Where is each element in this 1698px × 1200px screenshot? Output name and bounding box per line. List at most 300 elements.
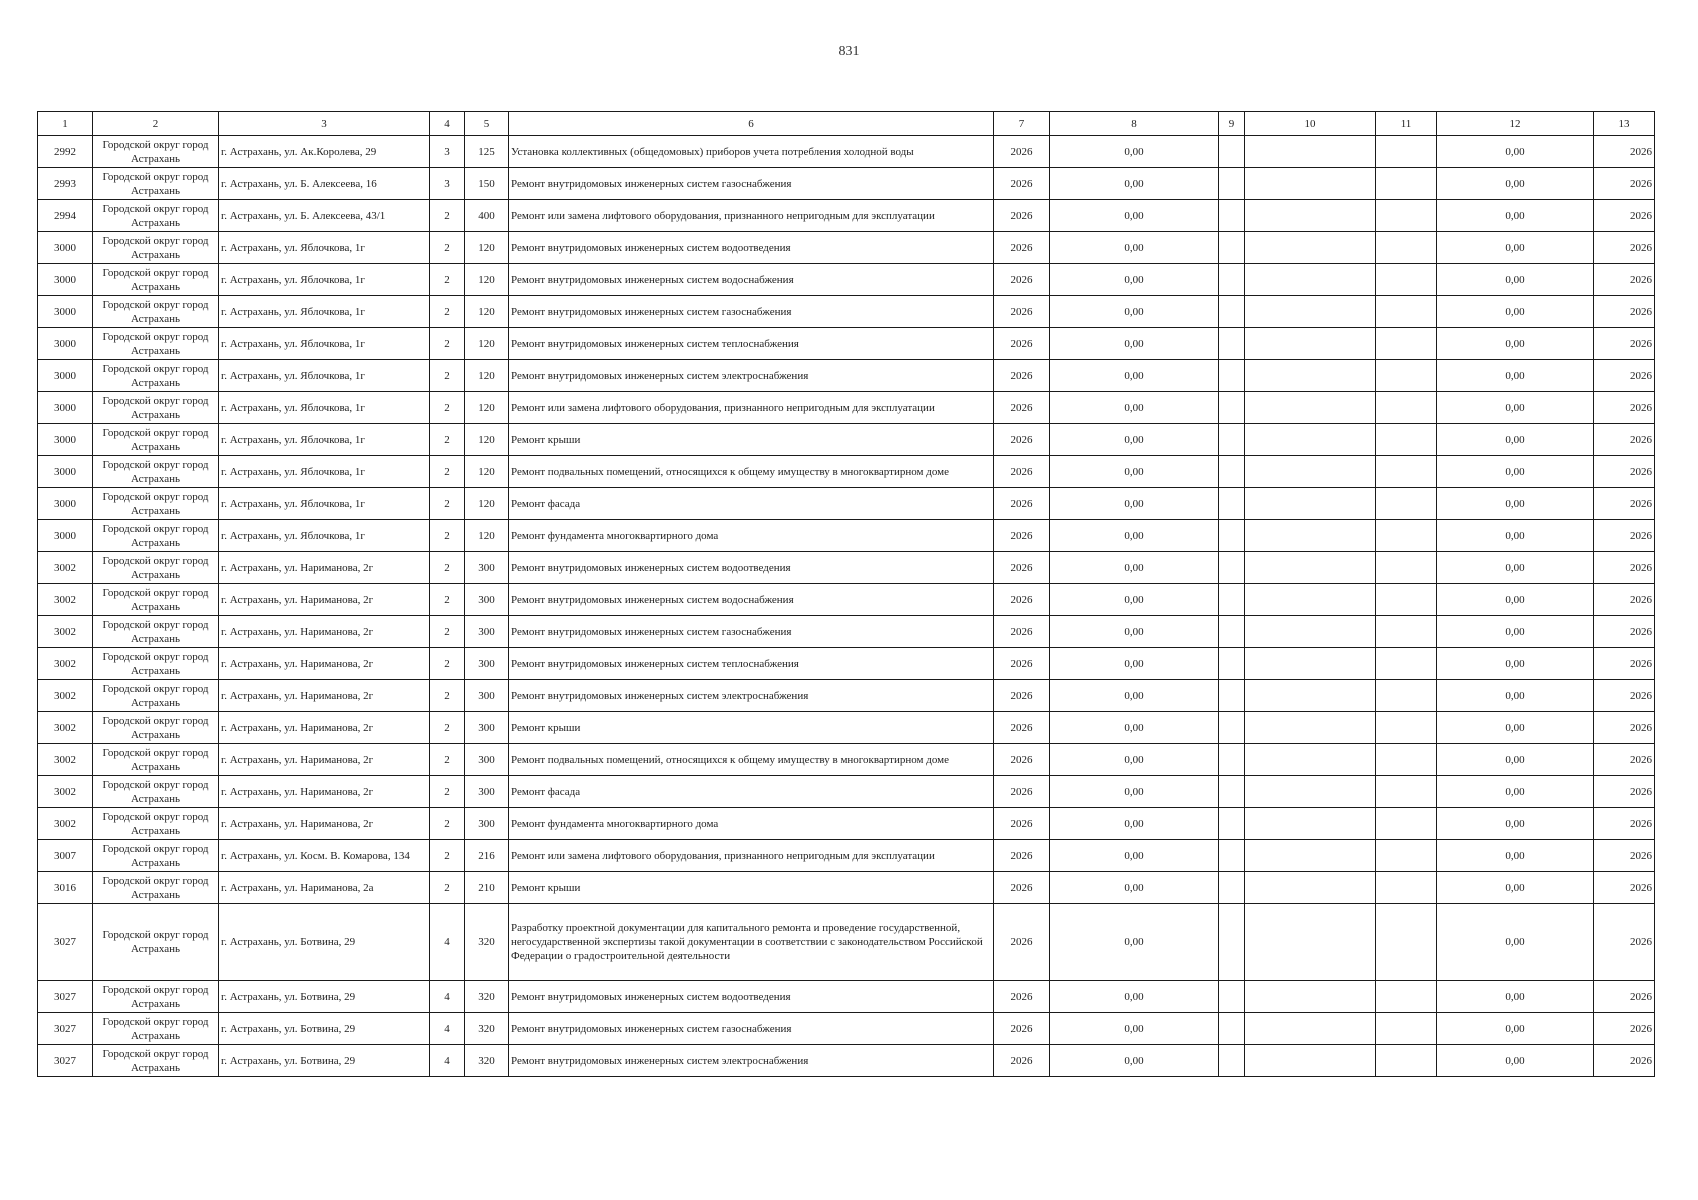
col10-cell: [1245, 424, 1376, 456]
work-type-cell: Ремонт внутридомовых инженерных систем водоотведения: [509, 552, 994, 584]
col11-cell: [1376, 520, 1437, 552]
col13-cell: 2026: [1594, 1045, 1655, 1077]
col11-cell: [1376, 1045, 1437, 1077]
cost-cell: 0,00: [1050, 808, 1219, 840]
municipality-cell: Городской округ город Астрахань: [93, 744, 219, 776]
col10-cell: [1245, 328, 1376, 360]
floors-cell: 2: [430, 520, 465, 552]
col9-cell: [1219, 520, 1245, 552]
col13-cell: 2026: [1594, 840, 1655, 872]
work-type-cell: Ремонт внутридомовых инженерных систем электроснабжения: [509, 680, 994, 712]
address-cell: г. Астрахань, ул. Нариманова, 2г: [219, 616, 430, 648]
municipality-cell: Городской округ город Астрахань: [93, 520, 219, 552]
year-cell: 2026: [994, 392, 1050, 424]
year-cell: 2026: [994, 616, 1050, 648]
row-number-cell: 3002: [38, 648, 93, 680]
area-cell: 300: [465, 776, 509, 808]
col9-cell: [1219, 328, 1245, 360]
municipality-cell: Городской округ город Астрахань: [93, 904, 219, 981]
col12-cell: 0,00: [1437, 744, 1594, 776]
row-number-cell: 3000: [38, 296, 93, 328]
work-type-cell: Ремонт фасада: [509, 776, 994, 808]
floors-cell: 2: [430, 552, 465, 584]
col13-cell: 2026: [1594, 264, 1655, 296]
col9-cell: [1219, 680, 1245, 712]
table-row: [38, 456, 1655, 488]
work-type-cell: Ремонт или замена лифтового оборудования, признанного непригодным для эксплуатации: [509, 200, 994, 232]
table-row: [38, 168, 1655, 200]
col9-cell: [1219, 648, 1245, 680]
col9-cell: [1219, 168, 1245, 200]
col13-cell: 2026: [1594, 488, 1655, 520]
year-cell: 2026: [994, 328, 1050, 360]
address-cell: г. Астрахань, ул. Яблочкова, 1г: [219, 520, 430, 552]
col12-cell: 0,00: [1437, 136, 1594, 168]
table-row: [38, 648, 1655, 680]
floors-cell: 2: [430, 392, 465, 424]
year-cell: 2026: [994, 981, 1050, 1013]
area-cell: 150: [465, 168, 509, 200]
year-cell: 2026: [994, 872, 1050, 904]
table-row: [38, 392, 1655, 424]
cost-cell: 0,00: [1050, 904, 1219, 981]
col12-cell: 0,00: [1437, 584, 1594, 616]
municipality-cell: Городской округ город Астрахань: [93, 456, 219, 488]
col9-cell: [1219, 744, 1245, 776]
floors-cell: 2: [430, 200, 465, 232]
floors-cell: 3: [430, 168, 465, 200]
municipality-cell: Городской округ город Астрахань: [93, 616, 219, 648]
col10-cell: [1245, 456, 1376, 488]
year-cell: 2026: [994, 296, 1050, 328]
municipality-cell: Городской округ город Астрахань: [93, 136, 219, 168]
cost-cell: 0,00: [1050, 392, 1219, 424]
area-cell: 120: [465, 488, 509, 520]
col12-cell: 0,00: [1437, 232, 1594, 264]
col9-cell: [1219, 296, 1245, 328]
col13-cell: 2026: [1594, 232, 1655, 264]
col12-cell: 0,00: [1437, 1013, 1594, 1045]
column-header: 3: [219, 112, 430, 136]
municipality-cell: Городской округ город Астрахань: [93, 264, 219, 296]
row-number-cell: 3000: [38, 488, 93, 520]
works-table: [37, 111, 1655, 1077]
year-cell: 2026: [994, 552, 1050, 584]
col12-cell: 0,00: [1437, 360, 1594, 392]
floors-cell: 2: [430, 488, 465, 520]
address-cell: г. Астрахань, ул. Нариманова, 2г: [219, 680, 430, 712]
municipality-cell: Городской округ город Астрахань: [93, 872, 219, 904]
col11-cell: [1376, 648, 1437, 680]
col10-cell: [1245, 712, 1376, 744]
table-row: [38, 264, 1655, 296]
table-row: [38, 136, 1655, 168]
table-row: [38, 680, 1655, 712]
col12-cell: 0,00: [1437, 776, 1594, 808]
floors-cell: 2: [430, 808, 465, 840]
col12-cell: 0,00: [1437, 808, 1594, 840]
work-type-cell: Ремонт или замена лифтового оборудования, признанного непригодным для эксплуатации: [509, 840, 994, 872]
column-header: 12: [1437, 112, 1594, 136]
col9-cell: [1219, 1045, 1245, 1077]
area-cell: 120: [465, 520, 509, 552]
cost-cell: 0,00: [1050, 872, 1219, 904]
col11-cell: [1376, 136, 1437, 168]
municipality-cell: Городской округ город Астрахань: [93, 168, 219, 200]
year-cell: 2026: [994, 648, 1050, 680]
municipality-cell: Городской округ город Астрахань: [93, 808, 219, 840]
col11-cell: [1376, 840, 1437, 872]
address-cell: г. Астрахань, ул. Ботвина, 29: [219, 981, 430, 1013]
table-row: [38, 552, 1655, 584]
municipality-cell: Городской округ город Астрахань: [93, 552, 219, 584]
cost-cell: 0,00: [1050, 584, 1219, 616]
municipality-cell: Городской округ город Астрахань: [93, 392, 219, 424]
col11-cell: [1376, 264, 1437, 296]
col10-cell: [1245, 296, 1376, 328]
area-cell: 300: [465, 680, 509, 712]
floors-cell: 2: [430, 744, 465, 776]
page-number: 831: [838, 44, 860, 59]
address-cell: г. Астрахань, ул. Яблочкова, 1г: [219, 392, 430, 424]
table-row: [38, 296, 1655, 328]
col10-cell: [1245, 520, 1376, 552]
floors-cell: 2: [430, 424, 465, 456]
table-row: [38, 981, 1655, 1013]
col10-cell: [1245, 744, 1376, 776]
year-cell: 2026: [994, 1013, 1050, 1045]
col10-cell: [1245, 264, 1376, 296]
row-number-cell: 3016: [38, 872, 93, 904]
col11-cell: [1376, 981, 1437, 1013]
address-cell: г. Астрахань, ул. Нариманова, 2а: [219, 872, 430, 904]
area-cell: 120: [465, 456, 509, 488]
work-type-cell: Установка коллективных (общедомовых) приборов учета потребления холодной воды: [509, 136, 994, 168]
year-cell: 2026: [994, 840, 1050, 872]
work-type-cell: Ремонт подвальных помещений, относящихся к общему имуществу в многоквартирном доме: [509, 744, 994, 776]
municipality-cell: Городской округ город Астрахань: [93, 296, 219, 328]
col13-cell: 2026: [1594, 456, 1655, 488]
col11-cell: [1376, 360, 1437, 392]
col13-cell: 2026: [1594, 808, 1655, 840]
year-cell: 2026: [994, 424, 1050, 456]
column-header: 8: [1050, 112, 1219, 136]
year-cell: 2026: [994, 808, 1050, 840]
year-cell: 2026: [994, 904, 1050, 981]
col9-cell: [1219, 456, 1245, 488]
col13-cell: 2026: [1594, 392, 1655, 424]
year-cell: 2026: [994, 712, 1050, 744]
municipality-cell: Городской округ город Астрахань: [93, 488, 219, 520]
address-cell: г. Астрахань, ул. Б. Алексеева, 43/1: [219, 200, 430, 232]
col12-cell: 0,00: [1437, 552, 1594, 584]
col12-cell: 0,00: [1437, 168, 1594, 200]
col13-cell: 2026: [1594, 584, 1655, 616]
col13-cell: 2026: [1594, 744, 1655, 776]
col9-cell: [1219, 264, 1245, 296]
address-cell: г. Астрахань, ул. Нариманова, 2г: [219, 712, 430, 744]
col13-cell: 2026: [1594, 296, 1655, 328]
col10-cell: [1245, 1013, 1376, 1045]
floors-cell: 2: [430, 232, 465, 264]
work-type-cell: Ремонт подвальных помещений, относящихся к общему имуществу в многоквартирном доме: [509, 456, 994, 488]
area-cell: 400: [465, 200, 509, 232]
floors-cell: 2: [430, 680, 465, 712]
col9-cell: [1219, 872, 1245, 904]
address-cell: г. Астрахань, ул. Яблочкова, 1г: [219, 328, 430, 360]
col13-cell: 2026: [1594, 648, 1655, 680]
col10-cell: [1245, 872, 1376, 904]
floors-cell: 4: [430, 1013, 465, 1045]
municipality-cell: Городской округ город Астрахань: [93, 981, 219, 1013]
address-cell: г. Астрахань, ул. Ботвина, 29: [219, 1013, 430, 1045]
area-cell: 300: [465, 712, 509, 744]
col12-cell: 0,00: [1437, 648, 1594, 680]
cost-cell: 0,00: [1050, 1013, 1219, 1045]
floors-cell: 2: [430, 872, 465, 904]
col12-cell: 0,00: [1437, 872, 1594, 904]
col12-cell: 0,00: [1437, 296, 1594, 328]
area-cell: 300: [465, 808, 509, 840]
col13-cell: 2026: [1594, 904, 1655, 981]
col12-cell: 0,00: [1437, 488, 1594, 520]
column-header: 10: [1245, 112, 1376, 136]
col10-cell: [1245, 168, 1376, 200]
col12-cell: 0,00: [1437, 328, 1594, 360]
col9-cell: [1219, 904, 1245, 981]
area-cell: 300: [465, 744, 509, 776]
col13-cell: 2026: [1594, 1013, 1655, 1045]
table-row: [38, 360, 1655, 392]
col13-cell: 2026: [1594, 424, 1655, 456]
col13-cell: 2026: [1594, 680, 1655, 712]
table-row: [38, 584, 1655, 616]
row-number-cell: 3002: [38, 776, 93, 808]
col11-cell: [1376, 488, 1437, 520]
col12-cell: 0,00: [1437, 981, 1594, 1013]
col11-cell: [1376, 424, 1437, 456]
row-number-cell: 3000: [38, 328, 93, 360]
cost-cell: 0,00: [1050, 680, 1219, 712]
cost-cell: 0,00: [1050, 264, 1219, 296]
col10-cell: [1245, 981, 1376, 1013]
floors-cell: 2: [430, 328, 465, 360]
table-row: [38, 520, 1655, 552]
col9-cell: [1219, 1013, 1245, 1045]
col10-cell: [1245, 776, 1376, 808]
work-type-cell: Разработку проектной документации для капитального ремонта и проведение государственной, негосударственной экспертизы такой документации в соответствии с законодательством Российской Федерации о градостроительной деятельности: [509, 904, 994, 981]
col9-cell: [1219, 488, 1245, 520]
address-cell: г. Астрахань, ул. Нариманова, 2г: [219, 584, 430, 616]
col10-cell: [1245, 232, 1376, 264]
municipality-cell: Городской округ город Астрахань: [93, 680, 219, 712]
row-number-cell: 3007: [38, 840, 93, 872]
year-cell: 2026: [994, 264, 1050, 296]
col12-cell: 0,00: [1437, 424, 1594, 456]
column-header: 4: [430, 112, 465, 136]
col13-cell: 2026: [1594, 328, 1655, 360]
row-number-cell: 3000: [38, 232, 93, 264]
area-cell: 320: [465, 981, 509, 1013]
row-number-cell: 3002: [38, 552, 93, 584]
col10-cell: [1245, 808, 1376, 840]
col11-cell: [1376, 680, 1437, 712]
table-row: [38, 616, 1655, 648]
address-cell: г. Астрахань, ул. Нариманова, 2г: [219, 552, 430, 584]
col9-cell: [1219, 552, 1245, 584]
column-header: 5: [465, 112, 509, 136]
col13-cell: 2026: [1594, 872, 1655, 904]
address-cell: г. Астрахань, ул. Яблочкова, 1г: [219, 264, 430, 296]
area-cell: 120: [465, 232, 509, 264]
col12-cell: 0,00: [1437, 616, 1594, 648]
area-cell: 120: [465, 296, 509, 328]
table-row: [38, 1045, 1655, 1077]
cost-cell: 0,00: [1050, 616, 1219, 648]
area-cell: 320: [465, 1013, 509, 1045]
col11-cell: [1376, 712, 1437, 744]
column-header: 13: [1594, 112, 1655, 136]
col9-cell: [1219, 136, 1245, 168]
work-type-cell: Ремонт внутридомовых инженерных систем газоснабжения: [509, 296, 994, 328]
col10-cell: [1245, 680, 1376, 712]
col9-cell: [1219, 776, 1245, 808]
address-cell: г. Астрахань, ул. Яблочкова, 1г: [219, 232, 430, 264]
area-cell: 120: [465, 424, 509, 456]
col10-cell: [1245, 488, 1376, 520]
area-cell: 300: [465, 616, 509, 648]
col9-cell: [1219, 981, 1245, 1013]
col13-cell: 2026: [1594, 136, 1655, 168]
col11-cell: [1376, 296, 1437, 328]
area-cell: 120: [465, 392, 509, 424]
year-cell: 2026: [994, 744, 1050, 776]
col13-cell: 2026: [1594, 981, 1655, 1013]
col13-cell: 2026: [1594, 616, 1655, 648]
municipality-cell: Городской округ город Астрахань: [93, 328, 219, 360]
address-cell: г. Астрахань, ул. Нариманова, 2г: [219, 648, 430, 680]
col10-cell: [1245, 392, 1376, 424]
municipality-cell: Городской округ город Астрахань: [93, 584, 219, 616]
year-cell: 2026: [994, 136, 1050, 168]
cost-cell: 0,00: [1050, 136, 1219, 168]
work-type-cell: Ремонт внутридомовых инженерных систем электроснабжения: [509, 360, 994, 392]
address-cell: г. Астрахань, ул. Нариманова, 2г: [219, 744, 430, 776]
work-type-cell: Ремонт внутридомовых инженерных систем водоотведения: [509, 232, 994, 264]
work-type-cell: Ремонт внутридомовых инженерных систем газоснабжения: [509, 1013, 994, 1045]
row-number-cell: 3002: [38, 712, 93, 744]
area-cell: 320: [465, 1045, 509, 1077]
table-row: [38, 488, 1655, 520]
work-type-cell: Ремонт внутридомовых инженерных систем газоснабжения: [509, 616, 994, 648]
header-row: [38, 112, 1655, 136]
col11-cell: [1376, 328, 1437, 360]
year-cell: 2026: [994, 232, 1050, 264]
col9-cell: [1219, 424, 1245, 456]
col9-cell: [1219, 808, 1245, 840]
col11-cell: [1376, 552, 1437, 584]
cost-cell: 0,00: [1050, 424, 1219, 456]
cost-cell: 0,00: [1050, 552, 1219, 584]
col9-cell: [1219, 392, 1245, 424]
col11-cell: [1376, 456, 1437, 488]
row-number-cell: 3000: [38, 360, 93, 392]
col12-cell: 0,00: [1437, 520, 1594, 552]
table-row: [38, 872, 1655, 904]
floors-cell: 4: [430, 1045, 465, 1077]
column-header: 11: [1376, 112, 1437, 136]
cost-cell: 0,00: [1050, 648, 1219, 680]
area-cell: 300: [465, 552, 509, 584]
municipality-cell: Городской округ город Астрахань: [93, 840, 219, 872]
col9-cell: [1219, 616, 1245, 648]
work-type-cell: Ремонт внутридомовых инженерных систем водоотведения: [509, 981, 994, 1013]
col12-cell: 0,00: [1437, 264, 1594, 296]
work-type-cell: Ремонт внутридомовых инженерных систем водоснабжения: [509, 264, 994, 296]
col11-cell: [1376, 744, 1437, 776]
table-row: [38, 808, 1655, 840]
floors-cell: 3: [430, 136, 465, 168]
work-type-cell: Ремонт фундамента многоквартирного дома: [509, 520, 994, 552]
address-cell: г. Астрахань, ул. Б. Алексеева, 16: [219, 168, 430, 200]
row-number-cell: 3027: [38, 1045, 93, 1077]
area-cell: 210: [465, 872, 509, 904]
table-row: [38, 776, 1655, 808]
col13-cell: 2026: [1594, 552, 1655, 584]
table-body: [38, 136, 1655, 1077]
year-cell: 2026: [994, 360, 1050, 392]
floors-cell: 2: [430, 360, 465, 392]
cost-cell: 0,00: [1050, 360, 1219, 392]
municipality-cell: Городской округ город Астрахань: [93, 1013, 219, 1045]
work-type-cell: Ремонт или замена лифтового оборудования, признанного непригодным для эксплуатации: [509, 392, 994, 424]
col12-cell: 0,00: [1437, 712, 1594, 744]
address-cell: г. Астрахань, ул. Ботвина, 29: [219, 1045, 430, 1077]
cost-cell: 0,00: [1050, 296, 1219, 328]
floors-cell: 2: [430, 616, 465, 648]
row-number-cell: 3027: [38, 904, 93, 981]
area-cell: 216: [465, 840, 509, 872]
col9-cell: [1219, 360, 1245, 392]
row-number-cell: 2992: [38, 136, 93, 168]
year-cell: 2026: [994, 680, 1050, 712]
col13-cell: 2026: [1594, 360, 1655, 392]
floors-cell: 2: [430, 712, 465, 744]
area-cell: 300: [465, 584, 509, 616]
row-number-cell: 3000: [38, 520, 93, 552]
col11-cell: [1376, 168, 1437, 200]
work-type-cell: Ремонт крыши: [509, 872, 994, 904]
col12-cell: 0,00: [1437, 680, 1594, 712]
col11-cell: [1376, 776, 1437, 808]
work-type-cell: Ремонт внутридомовых инженерных систем теплоснабжения: [509, 328, 994, 360]
col13-cell: 2026: [1594, 776, 1655, 808]
address-cell: г. Астрахань, ул. Нариманова, 2г: [219, 808, 430, 840]
row-number-cell: 3002: [38, 584, 93, 616]
col10-cell: [1245, 136, 1376, 168]
work-type-cell: Ремонт внутридомовых инженерных систем водоснабжения: [509, 584, 994, 616]
table-row: [38, 200, 1655, 232]
table-row: [38, 232, 1655, 264]
col10-cell: [1245, 904, 1376, 981]
col9-cell: [1219, 200, 1245, 232]
row-number-cell: 2994: [38, 200, 93, 232]
cost-cell: 0,00: [1050, 200, 1219, 232]
row-number-cell: 3027: [38, 1013, 93, 1045]
year-cell: 2026: [994, 168, 1050, 200]
row-number-cell: 2993: [38, 168, 93, 200]
year-cell: 2026: [994, 456, 1050, 488]
